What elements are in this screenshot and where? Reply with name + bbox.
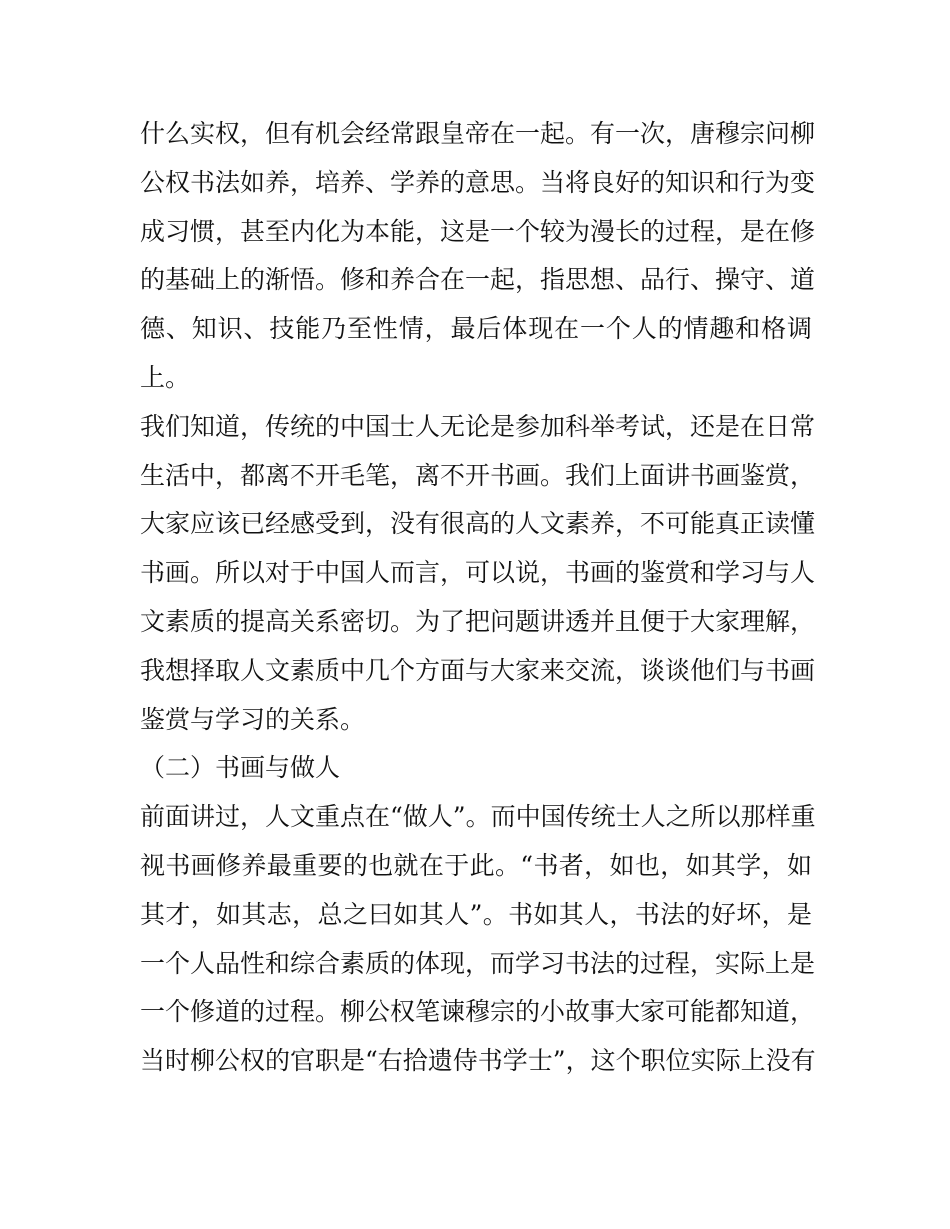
text-line: 德、知识、技能乃至性情，最后体现在一个人的情趣和格调 — [140, 314, 812, 344]
text-line: 一个人品性和综合素质的体现，而学习书法的过程，实际上是 — [140, 948, 816, 978]
text-line: 文素质的提高关系密切。为了把问题讲透并且便于大家理解， — [140, 606, 816, 636]
text-line: 书画。所以对于中国人而言，可以说，书画的鉴赏和学习与人 — [140, 558, 816, 588]
text-line: 当时柳公权的官职是“右拾遗侍书学士”，这个职位实际上没有 — [140, 1046, 816, 1076]
text-line: 生活中，都离不开毛笔，离不开书画。我们上面讲书画鉴赏， — [140, 460, 816, 490]
text-line: 大家应该已经感受到，没有很高的人文素养，不可能真正读懂 — [140, 509, 816, 539]
text-line: 前面讲过，人文重点在“做人”。而中国传统士人之所以那样重 — [140, 802, 816, 832]
text-line: 公权书法如养，培养、学养的意思。当将良好的知识和行为变 — [140, 167, 816, 197]
text-line: 我们知道，传统的中国士人无论是参加科举考试，还是在日常 — [140, 411, 816, 441]
text-line: 视书画修养最重要的也就在于此。“书者，如也，如其学，如 — [140, 850, 812, 880]
text-line: 其才，如其志，总之曰如其人”。书如其人，书法的好坏，是 — [140, 899, 812, 929]
text-line: （二）书画与做人 — [140, 753, 341, 783]
text-line: 鉴赏与学习的关系。 — [140, 704, 366, 734]
text-line: 我想择取人文素质中几个方面与大家来交流，谈谈他们与书画 — [140, 655, 816, 685]
document-body — [140, 110, 816, 1086]
text-line: 什么实权，但有机会经常跟皇帝在一起。有一次，唐穆宗问柳 — [140, 119, 816, 148]
text-line: 一个修道的过程。柳公权笔谏穆宗的小故事大家可能都知道， — [140, 997, 816, 1027]
text-line: 成习惯，甚至内化为本能，这是一个较为漫长的过程，是在修 — [140, 216, 816, 246]
text-line: 上。 — [140, 362, 191, 392]
text-line: 的基础上的渐悟。修和养合在一起，指思想、品行、操守、道 — [140, 265, 816, 295]
